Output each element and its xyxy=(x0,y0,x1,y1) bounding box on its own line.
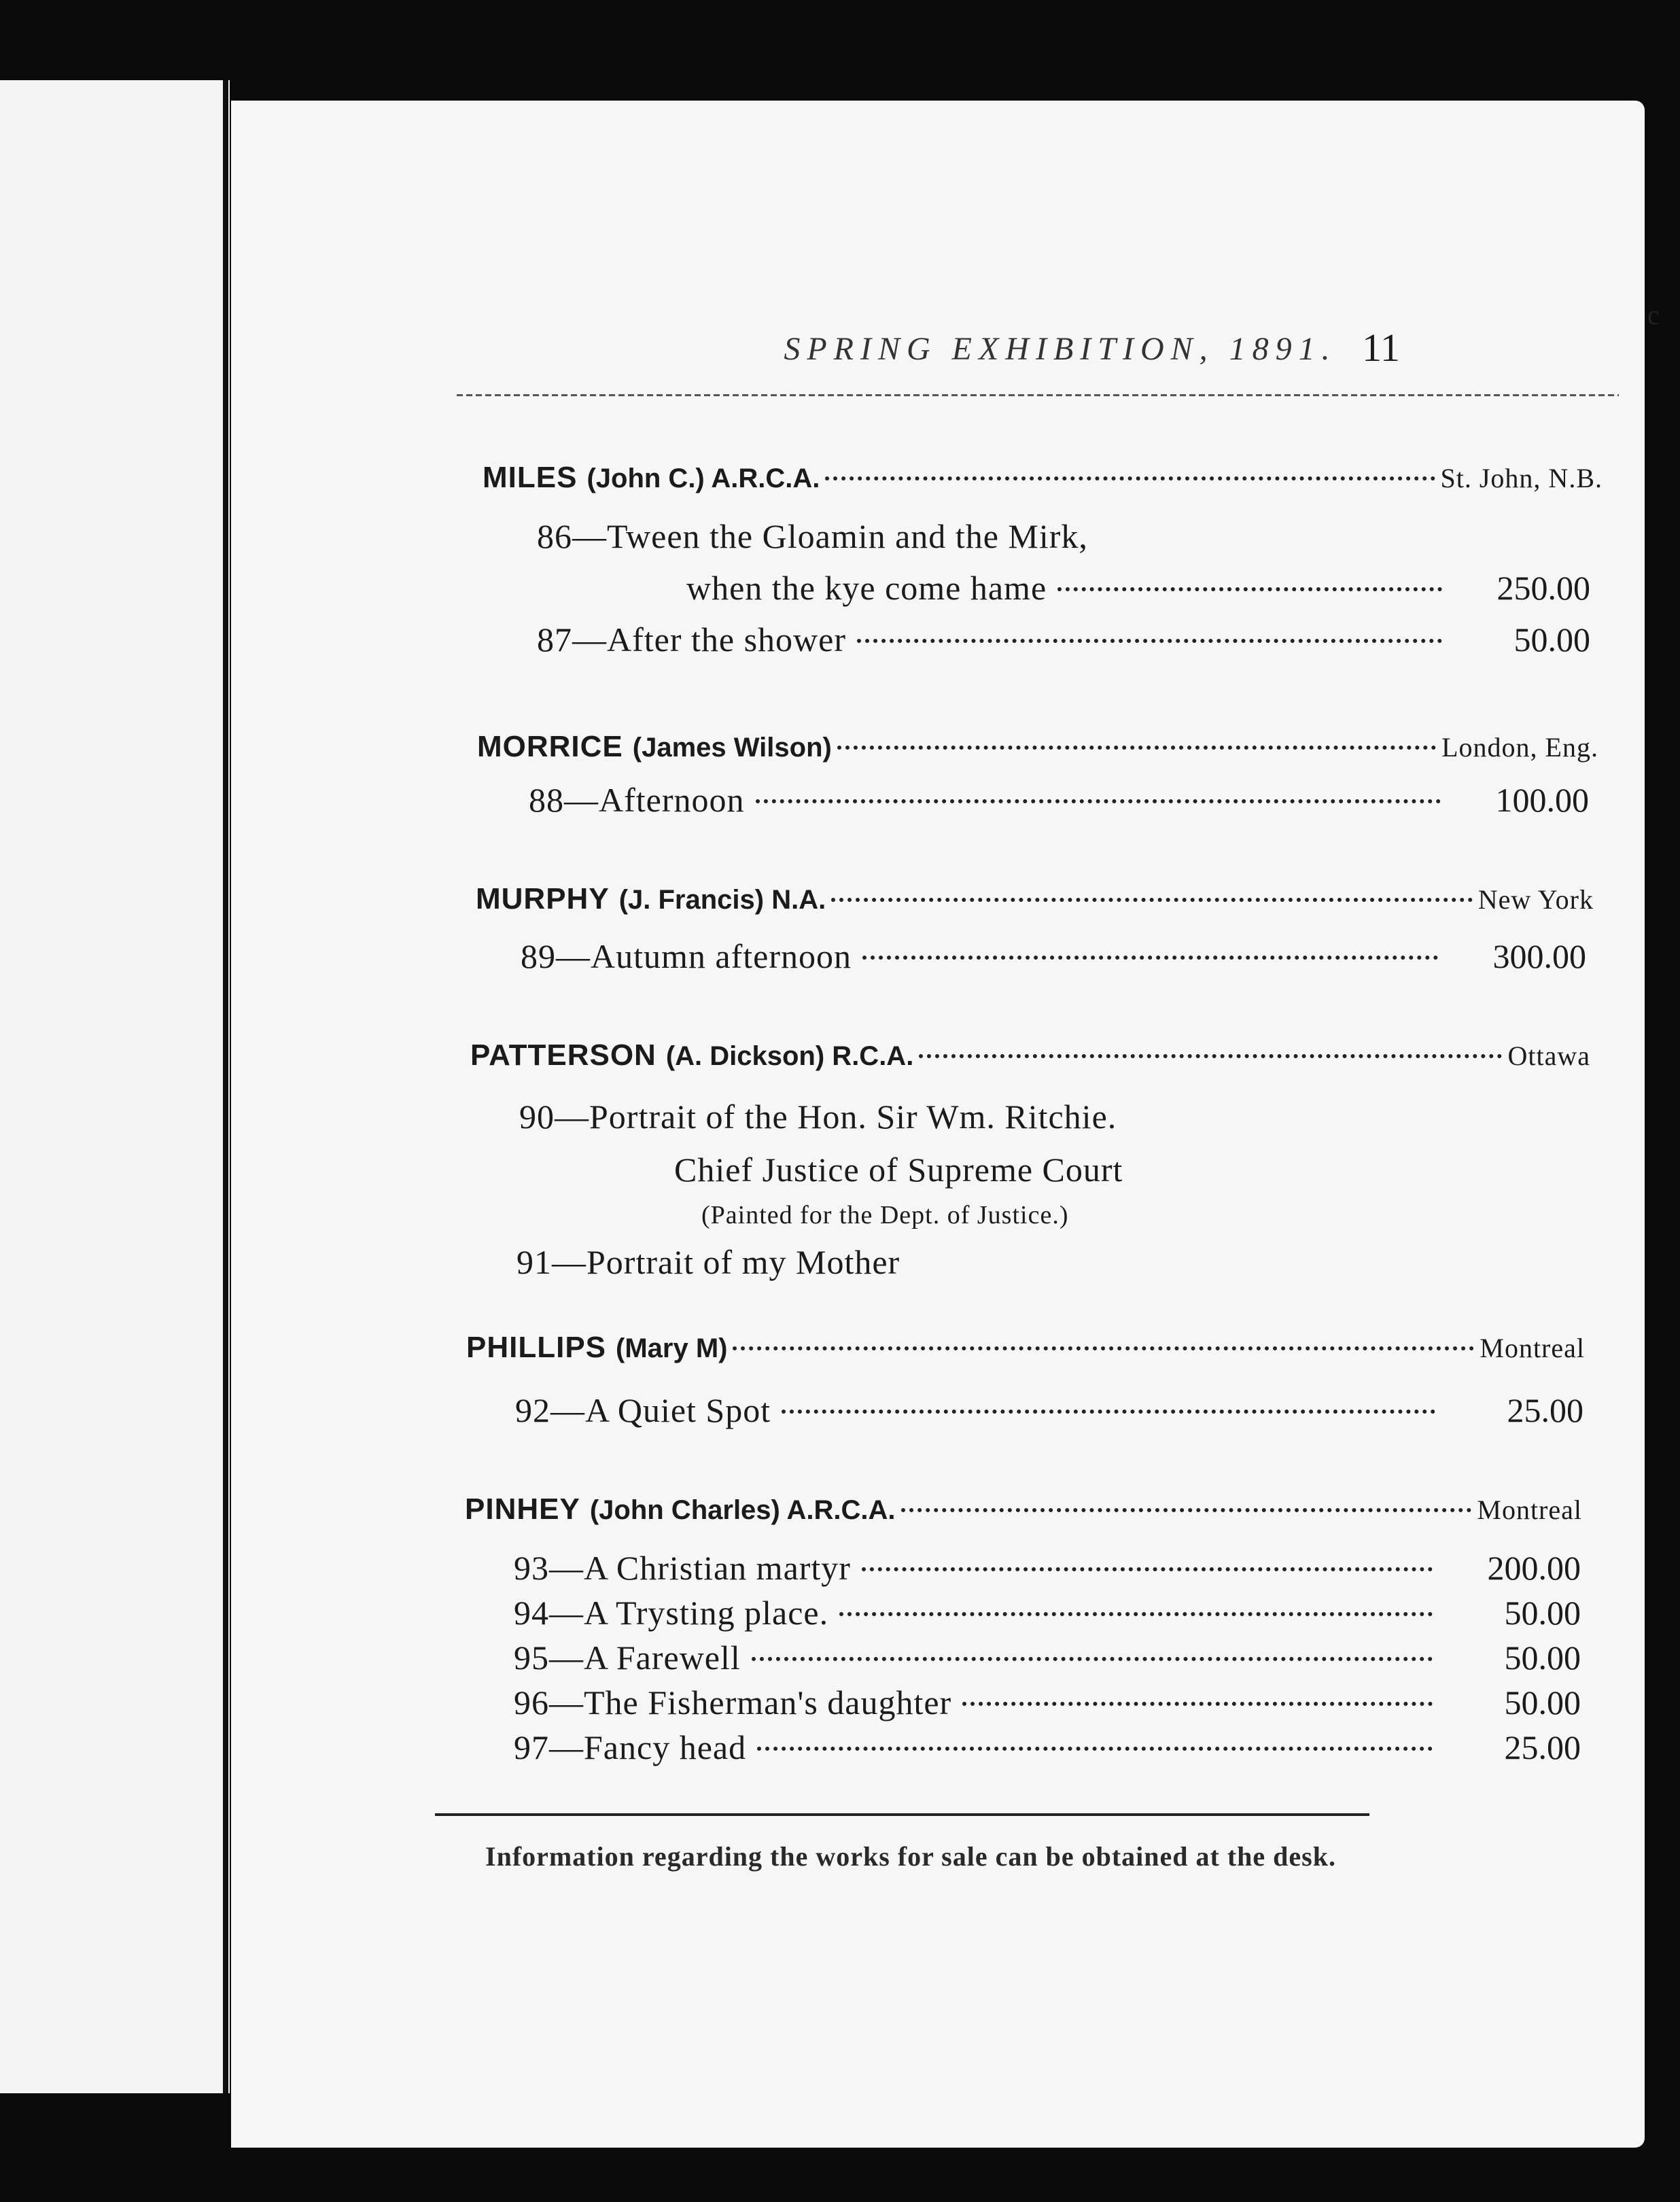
artist-given-name: (John Charles) A.R.C.A. xyxy=(589,1495,896,1525)
work-price: 50.00 xyxy=(1504,1639,1581,1677)
dot-leader xyxy=(752,1657,1433,1661)
running-title: SPRING EXHIBITION, 1891. xyxy=(784,331,1337,367)
work-title: 97—Fancy head xyxy=(514,1728,747,1766)
artist-city: St. John, N.B. xyxy=(1440,463,1603,493)
dot-leader xyxy=(901,1508,1472,1512)
artist-heading-pinhey xyxy=(465,1492,1582,1531)
work-price: 50.00 xyxy=(1513,621,1590,659)
artist-city: New York xyxy=(1477,884,1594,915)
dot-leader xyxy=(1057,587,1442,591)
work-price: 25.00 xyxy=(1507,1391,1583,1429)
artist-heading-phillips xyxy=(466,1331,1585,1369)
artist-city: Montreal xyxy=(1480,1333,1585,1363)
header-rule xyxy=(457,394,1619,396)
work-title: 89—Autumn afternoon xyxy=(521,937,852,975)
work-entry-95 xyxy=(514,1638,1581,1681)
work-title: 87—After the shower xyxy=(537,621,846,659)
catalogue-page xyxy=(231,101,1645,2148)
work-title: 93—A Christian martyr xyxy=(514,1549,851,1587)
work-price: 25.00 xyxy=(1504,1728,1581,1766)
margin-glyph: c xyxy=(1647,300,1660,330)
artist-city: Montreal xyxy=(1477,1495,1582,1525)
work-entry-88 xyxy=(529,780,1589,824)
artist-surname: PATTERSON xyxy=(470,1038,657,1072)
dot-leader xyxy=(831,898,1473,902)
dot-leader xyxy=(962,1702,1433,1706)
work-entry-96 xyxy=(514,1683,1581,1726)
dot-leader xyxy=(756,799,1441,803)
dot-leader xyxy=(837,746,1436,750)
artist-given-name: (J. Francis) N.A. xyxy=(618,885,826,915)
footer-rule xyxy=(435,1813,1369,1816)
work-title-90-subtitle: Chief Justice of Supreme Court xyxy=(674,1151,1123,1189)
work-title: when the kye come hame xyxy=(686,569,1047,607)
artist-heading-miles xyxy=(483,461,1603,499)
artist-heading-morrice xyxy=(477,730,1598,768)
artist-surname: MILES xyxy=(483,461,578,494)
artist-heading-murphy xyxy=(476,882,1594,920)
artist-surname: MURPHY xyxy=(476,882,610,915)
artist-surname: PINHEY xyxy=(465,1492,580,1526)
work-price: 250.00 xyxy=(1497,569,1590,607)
work-title-91: 91—Portrait of my Mother xyxy=(517,1243,900,1281)
previous-page xyxy=(0,80,230,2093)
dot-leader xyxy=(825,476,1435,480)
work-note-90: (Painted for the Dept. of Justice.) xyxy=(701,1201,1069,1229)
work-title-86: 86—Tween the Gloamin and the Mirk, xyxy=(537,517,1088,555)
dot-leader xyxy=(733,1346,1474,1350)
dot-leader xyxy=(919,1054,1502,1058)
footer-note: Information regarding the works for sale can be obtained at the desk. xyxy=(485,1841,1336,1872)
dot-leader xyxy=(757,1747,1433,1751)
dot-leader xyxy=(857,639,1442,643)
artist-city: Ottawa xyxy=(1507,1041,1590,1071)
work-price: 50.00 xyxy=(1504,1683,1581,1722)
work-title-90: 90—Portrait of the Hon. Sir Wm. Ritchie. xyxy=(519,1098,1117,1136)
work-price: 100.00 xyxy=(1495,781,1589,819)
artist-heading-patterson xyxy=(470,1038,1590,1077)
work-entry-92 xyxy=(515,1391,1583,1434)
work-price: 300.00 xyxy=(1492,937,1586,975)
work-price: 50.00 xyxy=(1504,1594,1581,1632)
dot-leader xyxy=(839,1612,1433,1616)
artist-surname: PHILLIPS xyxy=(466,1331,607,1364)
work-title: 92—A Quiet Spot xyxy=(515,1391,771,1429)
work-price: 200.00 xyxy=(1487,1549,1581,1587)
work-entry-89 xyxy=(521,937,1586,980)
work-title: 96—The Fisherman's daughter xyxy=(514,1683,952,1722)
artist-given-name: (Mary M) xyxy=(616,1333,728,1363)
work-title: 88—Afternoon xyxy=(529,781,745,819)
artist-given-name: (John C.) A.R.C.A. xyxy=(587,464,820,493)
page-number: 11 xyxy=(1362,326,1400,370)
artist-city: London, Eng. xyxy=(1441,732,1598,763)
work-entry-97 xyxy=(514,1728,1581,1771)
dot-leader xyxy=(862,956,1438,960)
work-entry-87 xyxy=(537,620,1590,663)
work-entry-93 xyxy=(514,1548,1581,1592)
work-entry-86-cont xyxy=(686,568,1590,612)
work-entry-94 xyxy=(514,1593,1581,1637)
work-title: 95—A Farewell xyxy=(514,1639,741,1677)
dot-leader xyxy=(862,1567,1433,1571)
book-spine xyxy=(223,80,228,2093)
artist-surname: MORRICE xyxy=(477,730,623,763)
work-title: 94—A Trysting place. xyxy=(514,1594,829,1632)
artist-given-name: (A. Dickson) R.C.A. xyxy=(665,1041,914,1071)
dot-leader xyxy=(782,1410,1435,1414)
artist-given-name: (James Wilson) xyxy=(632,733,832,763)
